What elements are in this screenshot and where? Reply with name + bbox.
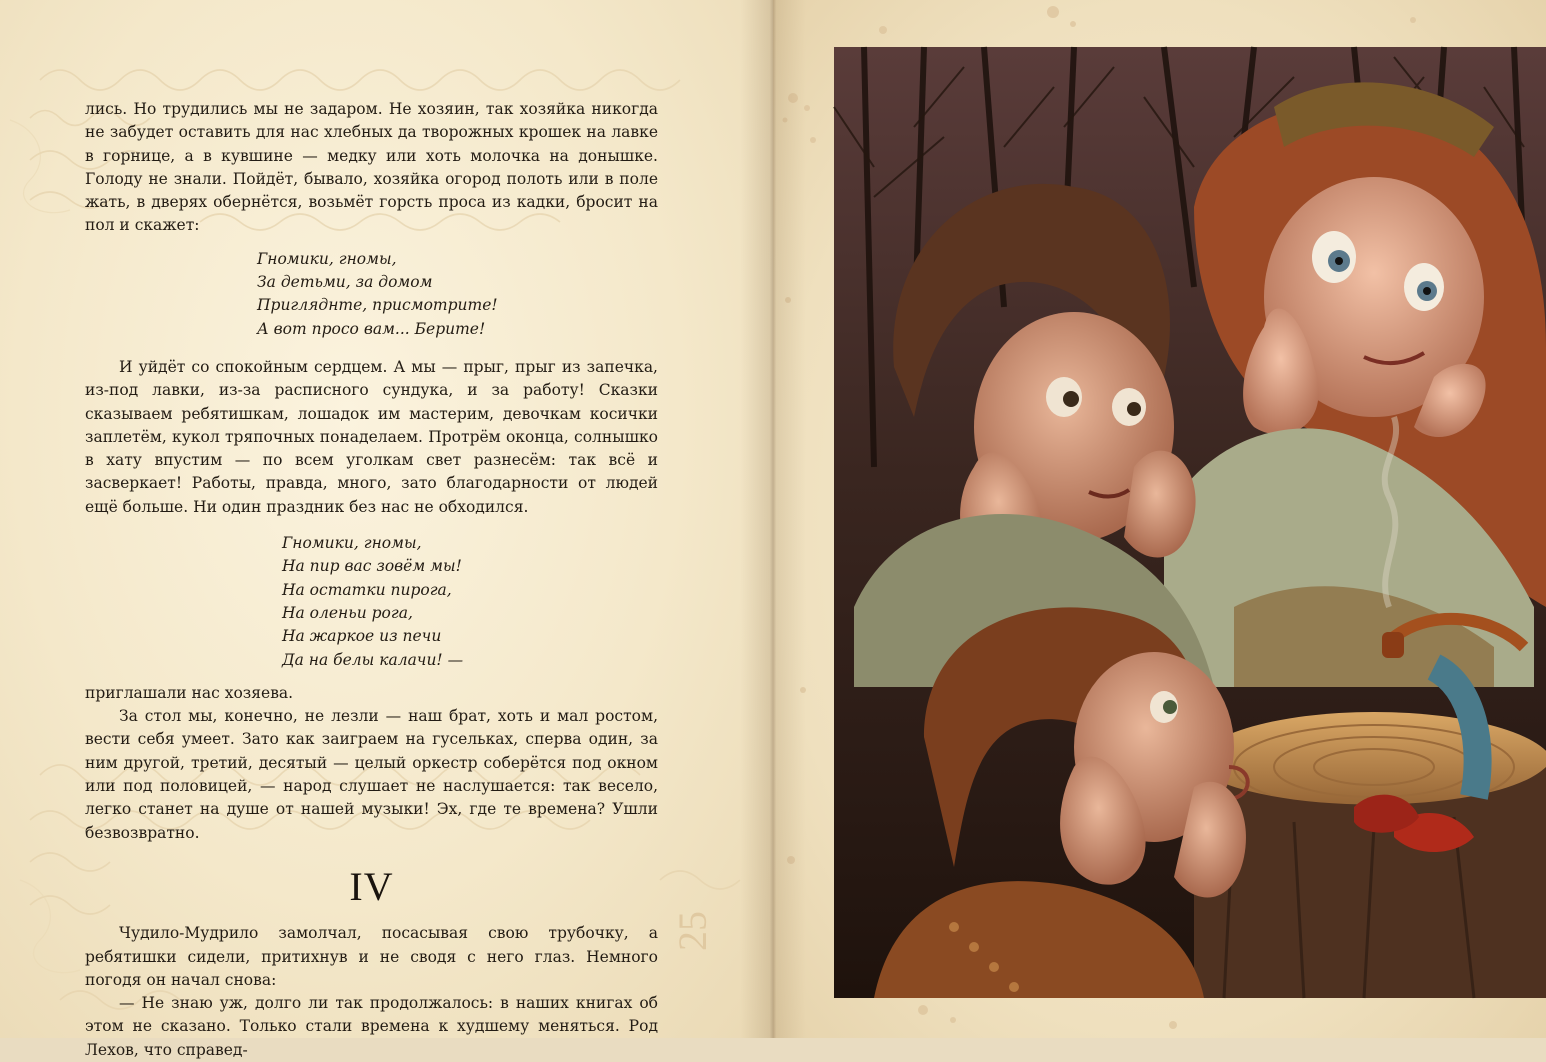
paragraph: И уйдёт со спокойным сердцем. А мы — прыг, прыг из запечка, из-под лавки, из-за расписного сундука, и за работу! Сказки сказываем ребятишкам, лошадок им мастерим, девочкам косички заплетём, кукол тряпочных понаделаем. Протрём оконца, солнышко в хату впустим — по всем уголкам свет разнесём: так всё и засверкает! Работы, правда, много, зато благодарности от людей ещё больше. Ни один праздник без нас не обходился. [85, 357, 658, 516]
verse-1 [85, 248, 658, 341]
verse-line: А вот просо вам... Берите! [257, 319, 486, 338]
verse-line: За детьми, за домом [257, 273, 433, 292]
verse-line: На остатки пирога, [282, 580, 452, 599]
page-number: 25 [670, 911, 715, 951]
chapter-heading: IV [349, 863, 394, 909]
verse-line: На жаркое из печи [282, 627, 442, 646]
illustration-children-icon [834, 47, 1546, 998]
verse-line: Да на белы калачи! — [282, 650, 464, 669]
paragraph: лись. Но трудились мы не задаром. Не хозяин, так хозяйка никогда не забудет оставить для нас хлебных да творожных крошек на лавке в горнице, а в кувшине — медку или хоть молочка на донышке. Голоду не знали. Пойдёт, бывало, хозяйка огород полоть или в поле жать, в дверях обернётся, возьмёт горсть проса из кадки, бросит на пол и скажет: [85, 100, 658, 235]
paragraph: — Не знаю уж, долго ли так продолжалось: в наших книгах об этом не сказано. Только стали времена к худшему меняться. Род Лехов, что справед- [85, 994, 658, 1059]
illustration [834, 47, 1546, 998]
verse-2 [85, 532, 658, 672]
left-page [0, 0, 773, 1059]
verse-line: На оленьи рога, [282, 603, 413, 622]
paragraph: приглашали нас хозяева. [85, 683, 294, 702]
verse-line: Пригляднте, присмотрите! [257, 296, 498, 315]
verse-line: На пир вас зовём мы! [282, 557, 462, 576]
right-page [773, 0, 1546, 1038]
verse-line: Гномики, гномы, [282, 534, 422, 553]
paragraph: Чудило-Мудрило замолчал, посасывая свою трубочку, а ребятишки сидели, притихнув и не сводя с него глаз. Немного погодя он начал снова: [85, 924, 658, 989]
paragraph: За стол мы, конечно, не лезли — наш брат, хоть и мал ростом, вести себя умеет. Зато как заиграем на гусельках, сперва один, за ним другой, третий, десятый — целый оркестр соберётся под окном или под половицей, — народ слушает не наслушается: так весело, легко станет на душе от нашей музыки! Эх, где те времена? Ушли безвозвратно. [85, 707, 658, 842]
body-text [85, 98, 658, 1062]
verse-line: Гномики, гномы, [257, 249, 397, 268]
